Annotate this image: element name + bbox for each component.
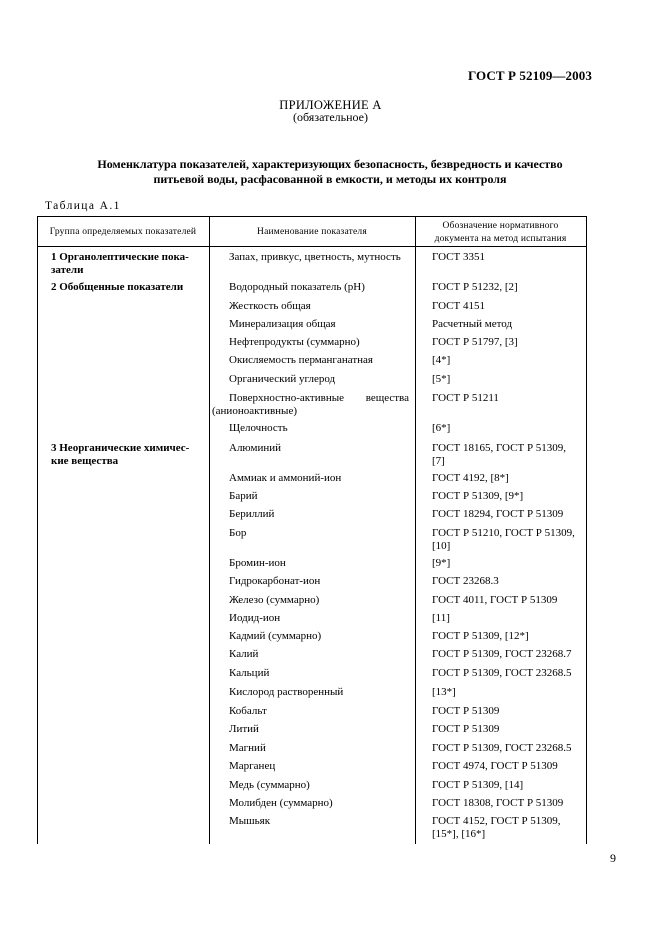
group-organoleptic: [51, 251, 208, 277]
indicator-name: Гидрокарбонат-ион: [229, 575, 321, 587]
indicator-name: Окисляемость перманганатная: [229, 354, 373, 366]
indicator-name: [212, 392, 409, 418]
method-reference: ГОСТ 23268.3: [432, 575, 499, 587]
method-reference: [5*]: [432, 373, 451, 385]
indicator-name: Минерализация общая: [229, 318, 336, 330]
table-heading: [60, 157, 600, 187]
method-reference: [432, 442, 582, 468]
indicator-name: Алюминий: [229, 442, 282, 454]
method-reference: ГОСТ Р 51211: [432, 392, 499, 404]
indicator-name: Медь (суммарно): [229, 779, 310, 791]
header-method-line-2: документа на метод испытания: [434, 234, 567, 244]
left-border: [37, 216, 38, 844]
method-reference: ГОСТ 3351: [432, 251, 485, 263]
indicator-name: Органический углерод: [229, 373, 336, 385]
indicator-line-2: (анионоактивные): [212, 405, 297, 417]
method-reference: [4*]: [432, 354, 451, 366]
method-line-1: ГОСТ 18165, ГОСТ Р 51309,: [432, 442, 567, 454]
group-label: 3 Неорганические химичес-: [51, 442, 190, 454]
method-reference: ГОСТ 18308, ГОСТ Р 51309: [432, 797, 564, 809]
method-reference: ГОСТ 4011, ГОСТ Р 51309: [432, 594, 558, 606]
indicator-name: Кислород растворенный: [229, 686, 344, 698]
method-reference: ГОСТ 4192, [8*]: [432, 472, 509, 484]
method-line-1: ГОСТ 4152, ГОСТ Р 51309,: [432, 815, 561, 827]
indicator-name: Бор: [229, 527, 247, 539]
method-reference: ГОСТ Р 51309: [432, 705, 500, 717]
method-reference: ГОСТ Р 51797, [3]: [432, 336, 518, 348]
table-top-rule: [37, 216, 587, 217]
method-reference: ГОСТ Р 51309, [9*]: [432, 490, 524, 502]
group-generalized: [51, 281, 208, 294]
annex-title: ПРИЛОЖЕНИЕ А: [279, 98, 382, 112]
header-group: Группа определяемых показателей: [49, 227, 197, 237]
page-number: 9: [610, 851, 616, 865]
table-label: Таблица А.1: [45, 200, 121, 212]
indicator-name: Аммиак и аммоний-ион: [229, 472, 342, 484]
method-line-1: ГОСТ Р 51210, ГОСТ Р 51309,: [432, 527, 575, 539]
indicator-name: Мышьяк: [229, 815, 271, 827]
header-method: [415, 220, 586, 246]
method-reference: ГОСТ Р 51309, [12*]: [432, 630, 529, 642]
indicator-name: Магний: [229, 742, 266, 754]
indicator-name: Барий: [229, 490, 258, 502]
group-label: 2 Обобщенные показатели: [51, 281, 184, 293]
method-line-2: [15*], [16*]: [432, 828, 486, 840]
method-reference: ГОСТ Р 51232, [2]: [432, 281, 518, 293]
group-label: 1 Органолептические пока-: [51, 251, 189, 263]
right-border: [586, 216, 587, 844]
header-method-line-1: Обозначение нормативного: [442, 221, 559, 231]
method-reference: ГОСТ 4974, ГОСТ Р 51309: [432, 760, 558, 772]
method-reference: ГОСТ Р 51309, [14]: [432, 779, 524, 791]
indicator-name: Железо (суммарно): [229, 594, 320, 606]
method-reference: [13*]: [432, 686, 456, 698]
indicator-name: Нефтепродукты (суммарно): [229, 336, 360, 348]
indicator-name: Литий: [229, 723, 259, 735]
indicator-name: Бромин-ион: [229, 557, 286, 569]
indicator-name: Жесткость общая: [229, 300, 311, 312]
column-divider-2: [415, 216, 416, 844]
heading-line-1: Номенклатура показателей, характеризующих безопасность, безвредность и качество: [97, 157, 563, 171]
indicator-name: Щелочность: [229, 422, 288, 434]
method-reference: [9*]: [432, 557, 451, 569]
method-reference: ГОСТ Р 51309, ГОСТ 23268.7: [432, 648, 572, 660]
method-reference: [432, 527, 582, 553]
method-line-2: [7]: [432, 455, 445, 467]
indicators-table: [37, 216, 587, 844]
method-reference: ГОСТ 18294, ГОСТ Р 51309: [432, 508, 564, 520]
indicator-name: Кальций: [229, 667, 270, 679]
annex-status: (обязательное): [293, 110, 368, 124]
method-reference: ГОСТ Р 51309, ГОСТ 23268.5: [432, 667, 572, 679]
method-reference: [432, 815, 582, 841]
standard-code: ГОСТ Р 52109—2003: [468, 68, 592, 83]
indicator-name: Молибден (суммарно): [229, 797, 333, 809]
group-label: кие вещества: [51, 455, 119, 467]
indicator-name: Водородный показатель (рН): [229, 281, 365, 293]
column-divider-1: [209, 216, 210, 844]
group-inorganic: [51, 442, 208, 468]
header-bottom-rule: [37, 246, 587, 247]
method-reference: ГОСТ Р 51309: [432, 723, 500, 735]
indicator-name: Кобальт: [229, 705, 267, 717]
method-reference: ГОСТ Р 51309, ГОСТ 23268.5: [432, 742, 572, 754]
indicator-name: Бериллий: [229, 508, 275, 520]
header-indicator: Наименование показателя: [257, 227, 367, 237]
method-reference: ГОСТ 4151: [432, 300, 485, 312]
method-reference: [11]: [432, 612, 450, 624]
indicator-line-1: Поверхностно-активные вещества: [229, 392, 409, 404]
indicator-name: Калий: [229, 648, 259, 660]
indicator-name: Запах, привкус, цветность, мутность: [229, 251, 401, 263]
method-reference: [6*]: [432, 422, 451, 434]
indicator-name: Кадмий (суммарно): [229, 630, 322, 642]
heading-line-2: питьевой воды, расфасованной в емкости, и методы их контроля: [153, 172, 507, 186]
method-reference: Расчетный метод: [432, 318, 513, 330]
method-line-2: [10]: [432, 540, 451, 552]
indicator-name: Марганец: [229, 760, 276, 772]
group-label: затели: [51, 264, 84, 276]
indicator-name: Иодид-ион: [229, 612, 281, 624]
